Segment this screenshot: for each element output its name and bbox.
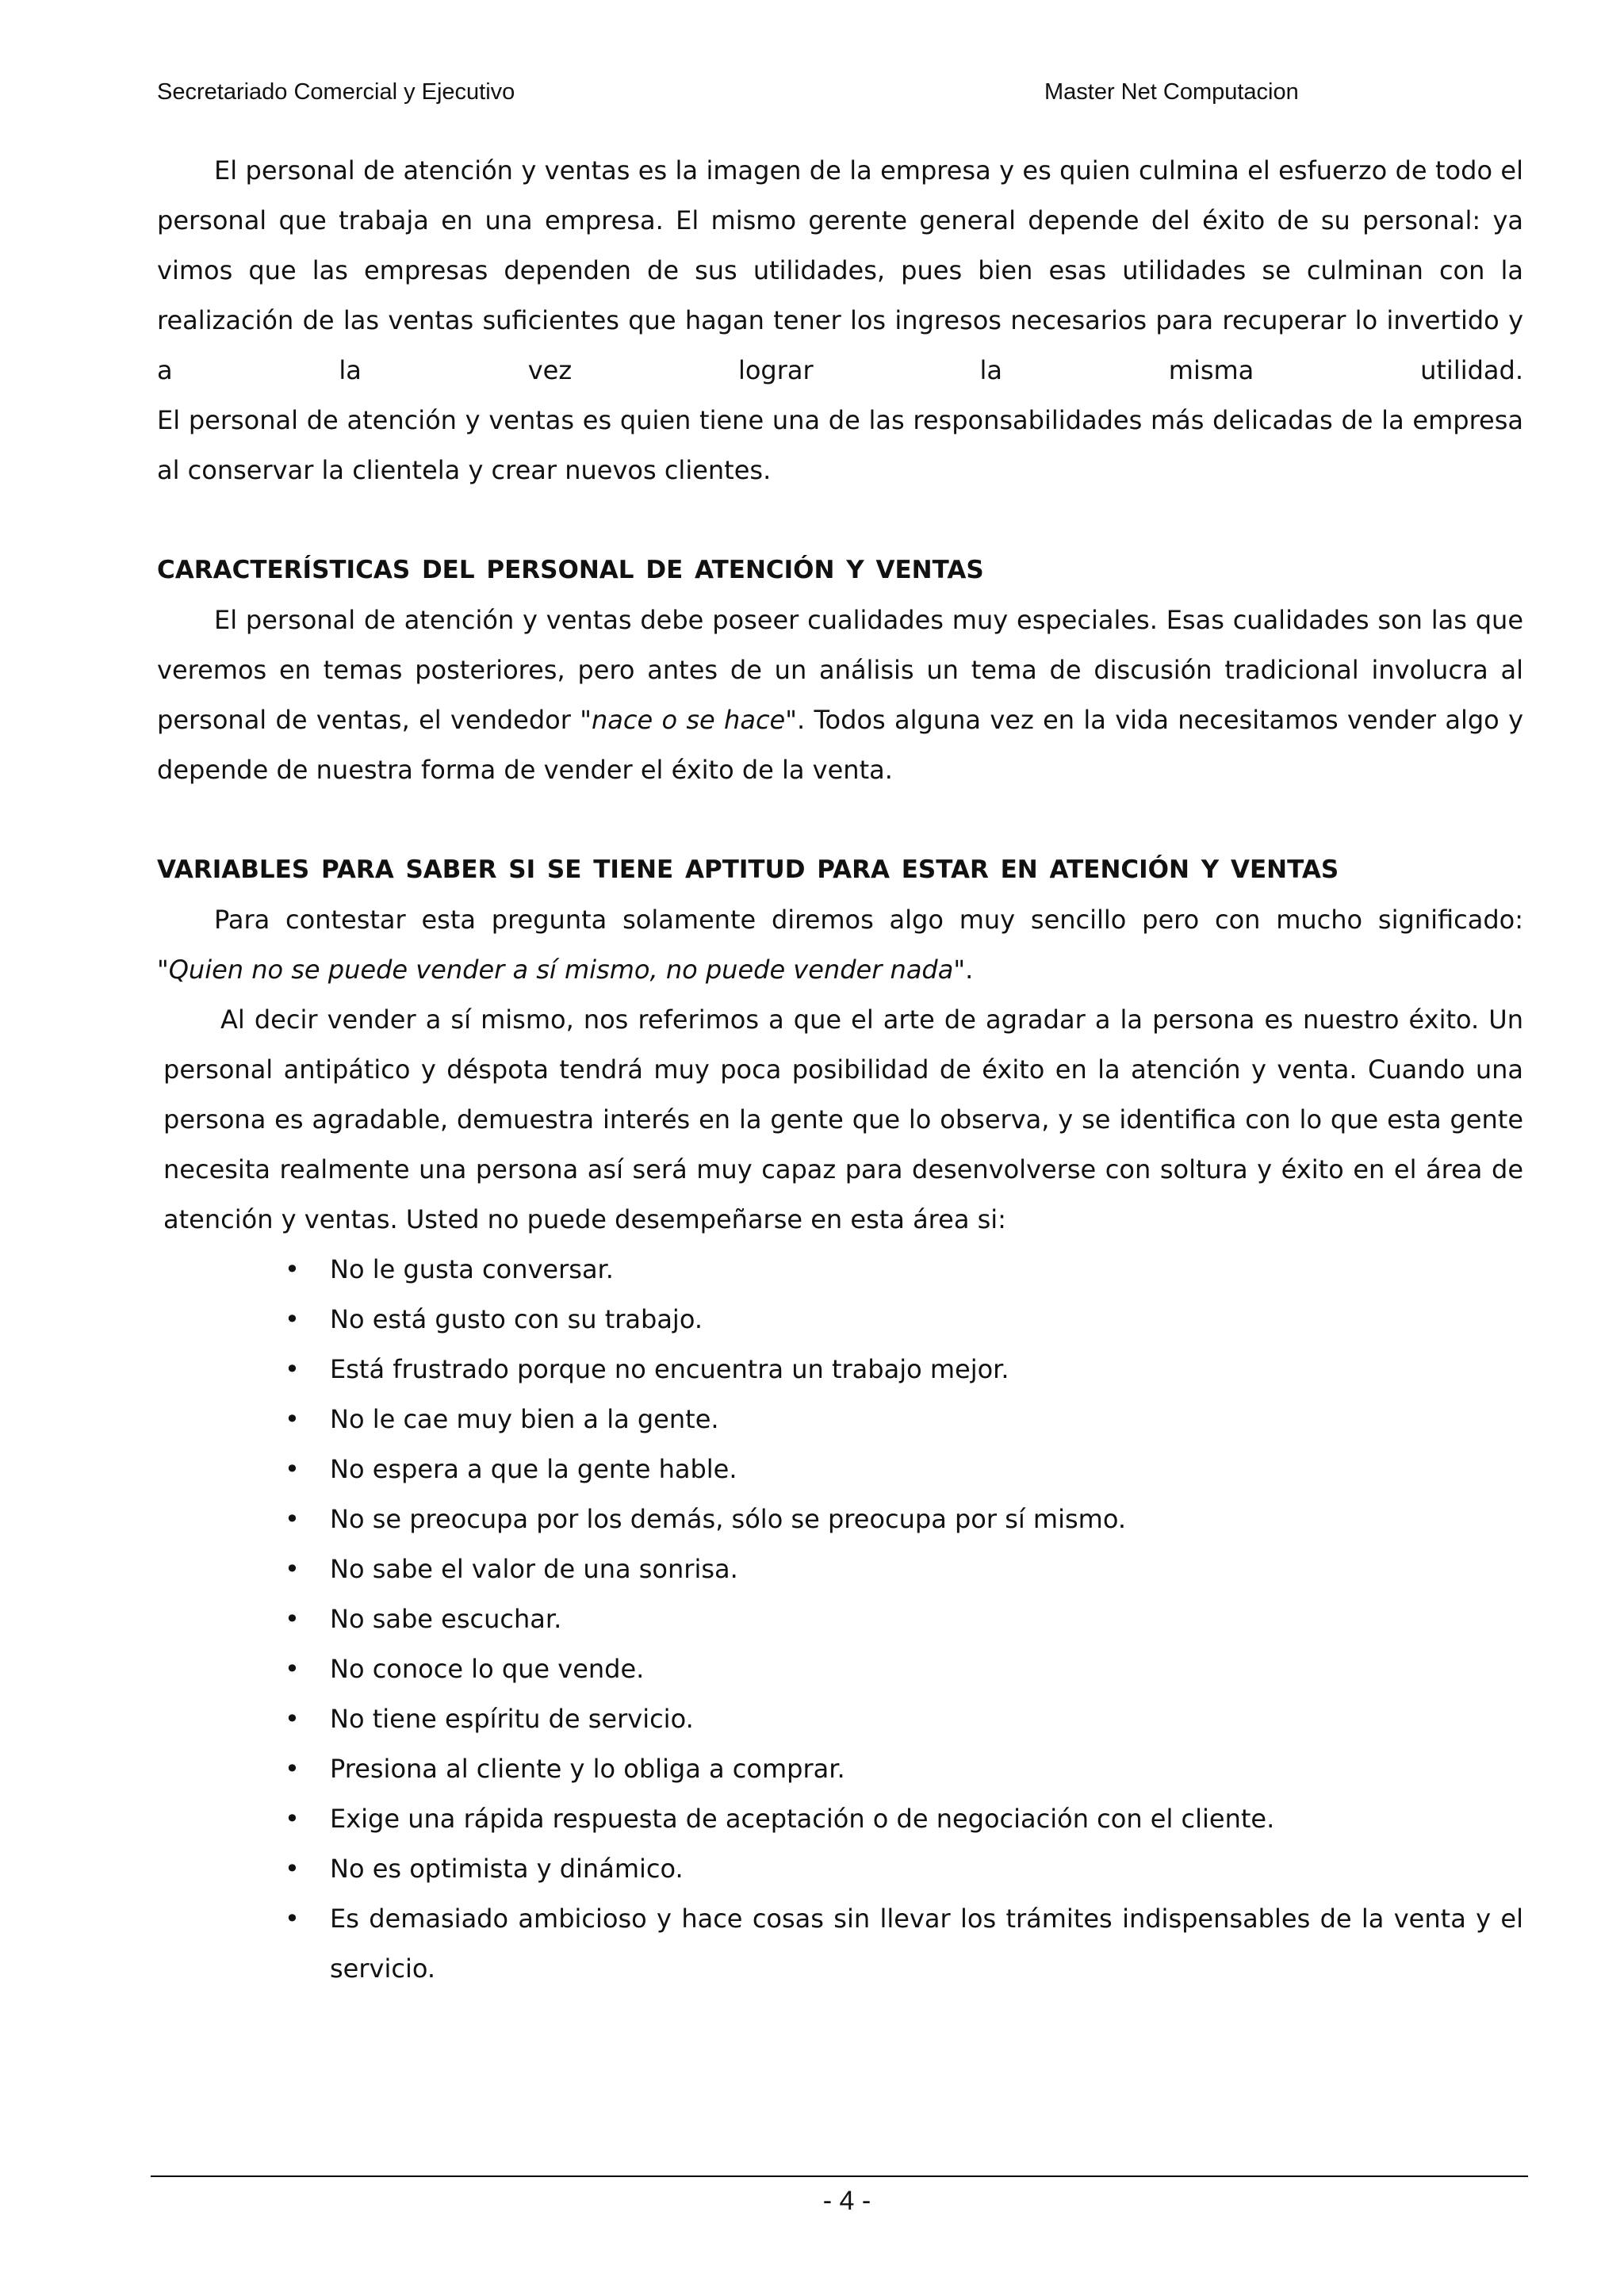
bullet-icon: • [285, 1354, 300, 1384]
page-header [157, 76, 1323, 108]
list-item-text: Presiona al cliente y lo obliga a comprar. [330, 1754, 845, 1784]
section-2-text-start: Para contestar esta pregunta solamente diremos algo muy sencillo pero con mucho significado: " [157, 905, 1523, 985]
list-item-text: Exige una rápida respuesta de aceptación o de negociación con el cliente. [330, 1804, 1275, 1834]
list-item-text: Está frustrado porque no encuentra un trabajo mejor. [330, 1354, 1009, 1384]
list-item-text: No está gusto con su trabajo. [330, 1304, 703, 1334]
bullet-icon: • [285, 1404, 300, 1434]
bullet-icon: • [285, 1754, 300, 1784]
list-item [285, 1744, 1523, 1794]
list-item-text: No sabe escuchar. [330, 1604, 562, 1634]
bullet-icon: • [285, 1854, 300, 1884]
section-1-italic-quote: nace o se hace [591, 705, 786, 735]
bullet-icon: • [285, 1504, 300, 1534]
list-item-text: No le cae muy bien a la gente. [330, 1404, 719, 1434]
list-item [285, 1594, 1523, 1644]
list-item [285, 1494, 1523, 1544]
list-item-text: No es optimista y dinámico. [330, 1854, 684, 1884]
list-item [285, 1395, 1523, 1445]
list-item-text: No conoce lo que vende. [330, 1654, 645, 1684]
footer-divider [151, 2175, 1528, 2177]
list-item [285, 1245, 1523, 1295]
section-2-paragraph-2: Al decir vender a sí mismo, nos referimos a que el arte de agradar a la persona es nuestro éxito. Un personal antipático y déspota tendrá muy poca posibilidad de éxito en la atención y venta. Cuando una persona es agradable, demuestra interés en la gente que lo observa, y se identifica con lo que esta gente necesita realmente una persona así será muy capaz para desenvolverse con soltura y éxito en el área de atención y ventas. Usted no puede desempeñarse en esta área si: [163, 1004, 1523, 1234]
bullet-icon: • [285, 1304, 300, 1334]
section-2-italic-quote: Quien no se puede vender a sí mismo, no puede vender nada [168, 955, 954, 985]
document-body [157, 146, 1523, 1994]
bullet-icon: • [285, 1604, 300, 1634]
list-item [285, 1295, 1523, 1345]
list-item [285, 1544, 1523, 1594]
header-course-title: Secretariado Comercial y Ejecutivo [157, 79, 515, 105]
bullet-icon: • [285, 1454, 300, 1484]
list-item-text: No sabe el valor de una sonrisa. [330, 1554, 738, 1584]
section-1-text-end: ". Todos alguna vez en la vida necesitamos vender algo y depende de nuestra forma de vender el éxito de la venta. [157, 705, 1524, 785]
bullet-icon: • [285, 1654, 300, 1684]
header-institution: Master Net Computacion [1044, 79, 1299, 105]
spacer [157, 795, 1523, 845]
list-item-text: No tiene espíritu de servicio. [330, 1704, 694, 1734]
section-heading-variables: VARIABLES PARA SABER SI SE TIENE APTITUD PARA ESTAR EN ATENCIÓN Y VENTAS [157, 855, 1339, 884]
section-1-paragraph [157, 595, 1523, 795]
list-item [285, 1694, 1523, 1744]
list-item-text: No se preocupa por los demás, sólo se preocupa por sí mismo. [330, 1504, 1127, 1534]
bullet-icon: • [285, 1904, 300, 1934]
spacer [157, 496, 1523, 545]
bullet-icon: • [285, 1254, 300, 1284]
aptitude-bullet-list [157, 1245, 1523, 1994]
intro-paragraph-1: El personal de atención y ventas es la imagen de la empresa y es quien culmina el esfuerzo de todo el personal que trabaja en una empresa. El mismo gerente general depende del éxito de su personal: ya vimos que las empresas dependen de sus utilidades, pues bien esas utilidades se culminan con la realización de las ventas suficientes que hagan tener los ingresos necesarios para recuperar lo invertido y a la vez lograr la misma utilidad. [157, 155, 1523, 385]
section-2-paragraph-1 [157, 895, 1523, 995]
list-item-text: Es demasiado ambicioso y hace cosas sin llevar los trámites indispensables de la venta y el servicio. [330, 1904, 1523, 1984]
list-item [285, 1844, 1523, 1894]
list-item [285, 1445, 1523, 1494]
section-heading-characteristics: CARACTERÍSTICAS DEL PERSONAL DE ATENCIÓN Y VENTAS [157, 556, 984, 584]
section-2-text-end: ". [953, 955, 974, 985]
bullet-icon: • [285, 1704, 300, 1734]
list-item-text: No espera a que la gente hable. [330, 1454, 737, 1484]
intro-paragraph-2: El personal de atención y ventas es quien tiene una de las responsabilidades más delicadas de la empresa al conservar la clientela y crear nuevos clientes. [157, 405, 1523, 485]
bullet-icon: • [285, 1804, 300, 1834]
page-number: - 4 - [822, 2186, 871, 2216]
section-1-text-start: El personal de atención y ventas debe poseer cualidades muy especiales. Esas cualidades son las que veremos en temas posteriores, pero antes de un análisis un tema de discusión tradicional involucra al personal de ventas, el vendedor " [157, 605, 1523, 735]
list-item [285, 1794, 1523, 1844]
bullet-icon: • [285, 1554, 300, 1584]
list-item [285, 1894, 1523, 1994]
list-item [285, 1644, 1523, 1694]
list-item-text: No le gusta conversar. [330, 1254, 614, 1284]
list-item [285, 1345, 1523, 1395]
